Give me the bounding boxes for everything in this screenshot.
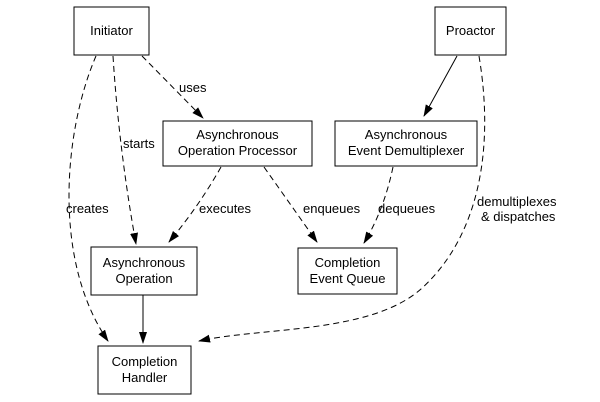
completion-event-queue-node-label-line1: Completion — [314, 255, 381, 270]
async-event-demultiplexer-node-label-line1: Asynchronous — [364, 127, 448, 142]
enqueues-edge-label: enqueues — [303, 201, 361, 216]
async-operation-node-label-line2: Operation — [115, 271, 173, 286]
starts-edge-label: starts — [123, 136, 155, 151]
initiator-node — [74, 7, 149, 55]
demultiplexes-dispatches-edge — [199, 56, 485, 341]
nodes-layer — [74, 7, 506, 394]
async-operation-processor-node-label-line2: Operation Processor — [177, 143, 298, 158]
completion-handler-node-label-line2: Handler — [121, 370, 168, 385]
async-event-demultiplexer-node — [335, 121, 477, 166]
proactor-node — [435, 7, 506, 55]
initiator-node-label: Initiator — [90, 23, 133, 38]
async-event-demultiplexer-node-label-line2: Event Demultiplexer — [347, 143, 465, 158]
demultiplexes-dispatches-edge-label-line2: & dispatches — [481, 209, 556, 224]
completion-event-queue-node-label-line2: Event Queue — [309, 271, 386, 286]
completion-handler-node — [98, 346, 191, 394]
async-operation-processor-node — [163, 121, 312, 166]
completion-event-queue-node — [298, 248, 397, 294]
creates-edge-label: creates — [66, 201, 109, 216]
async-operation-node-label-line1: Asynchronous — [102, 255, 186, 270]
uses-edge-label: uses — [179, 80, 207, 95]
creates-edge — [69, 56, 108, 341]
edges-layer — [66, 56, 557, 343]
proactor-to-demultiplexer-edge — [424, 56, 457, 116]
dequeues-edge-label: dequeues — [378, 201, 436, 216]
demultiplexes-dispatches-edge-label-line1: demultiplexes — [477, 194, 557, 209]
proactor-node-label: Proactor — [445, 23, 496, 38]
executes-edge-label: executes — [199, 201, 252, 216]
completion-handler-node-label-line1: Completion — [111, 354, 178, 369]
async-operation-processor-node-label-line1: Asynchronous — [196, 127, 279, 142]
async-operation-node — [91, 247, 197, 295]
